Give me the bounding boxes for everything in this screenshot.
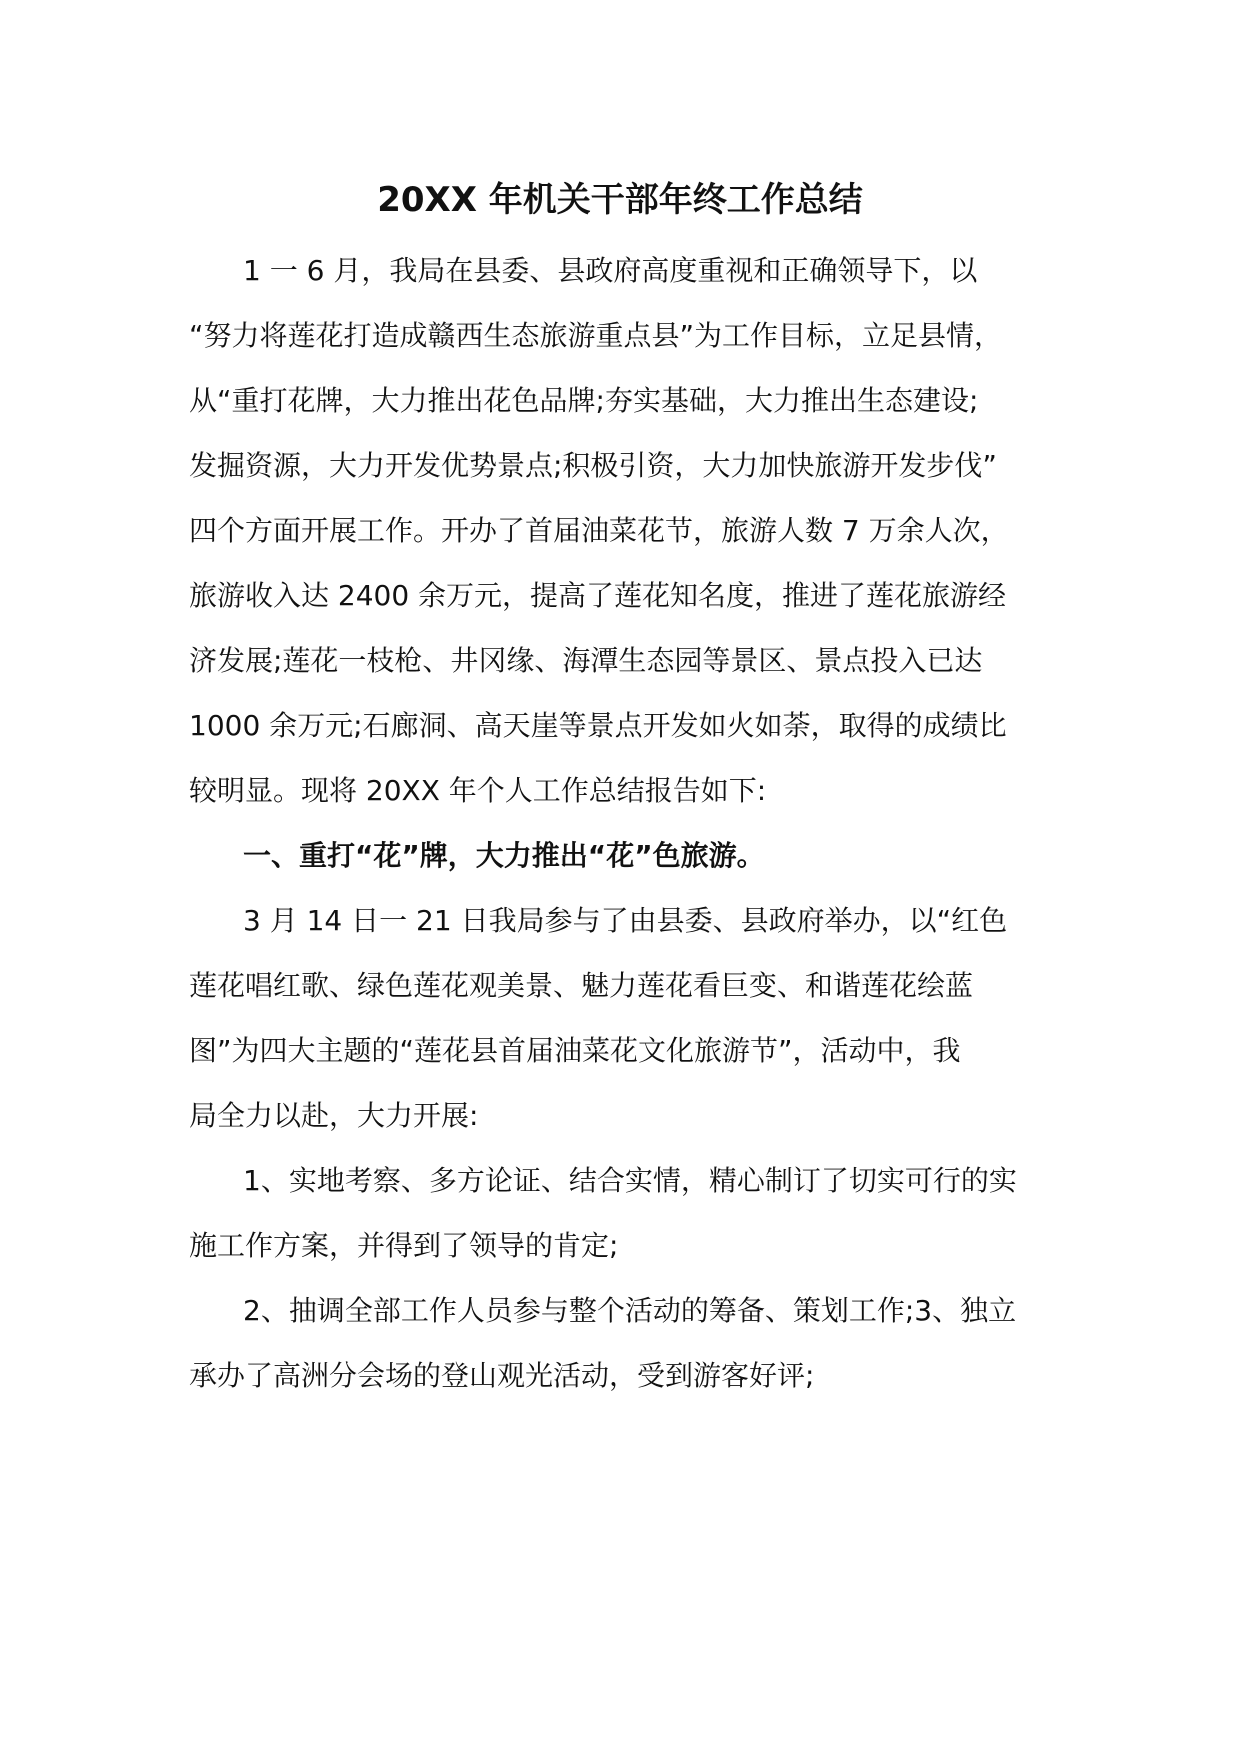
paragraph-festival	[189, 888, 1059, 1148]
paragraph-item-2	[189, 1278, 1059, 1408]
paragraph-line: 1、实地考察、多方论证、结合实情，精心制订了切实可行的实	[243, 1164, 1017, 1197]
paragraph-line: 1000 余万元;石廊洞、高天崖等景点开发如火如荼，取得的成绩比	[189, 709, 1007, 742]
section-heading	[189, 823, 1059, 888]
paragraph-line: 局全力以赴，大力开展:	[189, 1099, 479, 1132]
paragraph-line: “努力将莲花打造成赣西生态旅游重点县”为工作目标，立足县情，	[189, 319, 1003, 352]
paragraph-line: 图”为四大主题的“莲花县首届油菜花文化旅游节”，活动中，我	[189, 1034, 961, 1067]
paragraph-line: 四个方面开展工作。开办了首届油菜花节，旅游人数 7 万余人次，	[189, 514, 1009, 547]
paragraph-line: 从“重打花牌，大力推出花色品牌;夯实基础，大力推出生态建设;	[189, 384, 979, 417]
paragraph-line: 施工作方案，并得到了领导的肯定;	[189, 1229, 619, 1262]
document-title: 20XX 年机关干部年终工作总结	[377, 180, 863, 220]
paragraph-line: 旅游收入达 2400 余万元，提高了莲花知名度，推进了莲花旅游经	[189, 579, 1007, 612]
paragraph-line: 较明显。现将 20XX 年个人工作总结报告如下:	[189, 774, 767, 807]
paragraph-line: 莲花唱红歌、绿色莲花观美景、魅力莲花看巨变、和谐莲花绘蓝	[189, 969, 974, 1002]
paragraph-line: 承办了高洲分会场的登山观光活动，受到游客好评;	[189, 1359, 815, 1392]
paragraph-line: 3 月 14 日一 21 日我局参与了由县委、县政府举办，以“红色	[243, 904, 1008, 937]
paragraph-intro	[189, 238, 1059, 823]
section-heading-line: 一、重打“花”牌，大力推出“花”色旅游。	[243, 839, 765, 872]
paragraph-line: 济发展;莲花一枝枪、井冈缘、海潭生态园等景区、景点投入已达	[189, 644, 983, 677]
paragraph-line: 2、抽调全部工作人员参与整个活动的筹备、策划工作;3、独立	[243, 1294, 1017, 1327]
paragraph-line: 发掘资源，大力开发优势景点;积极引资，大力加快旅游开发步伐”	[189, 449, 997, 482]
paragraph-item-1	[189, 1148, 1059, 1278]
paragraph-line: 1 一 6 月，我局在县委、县政府高度重视和正确领导下，以	[243, 254, 978, 287]
